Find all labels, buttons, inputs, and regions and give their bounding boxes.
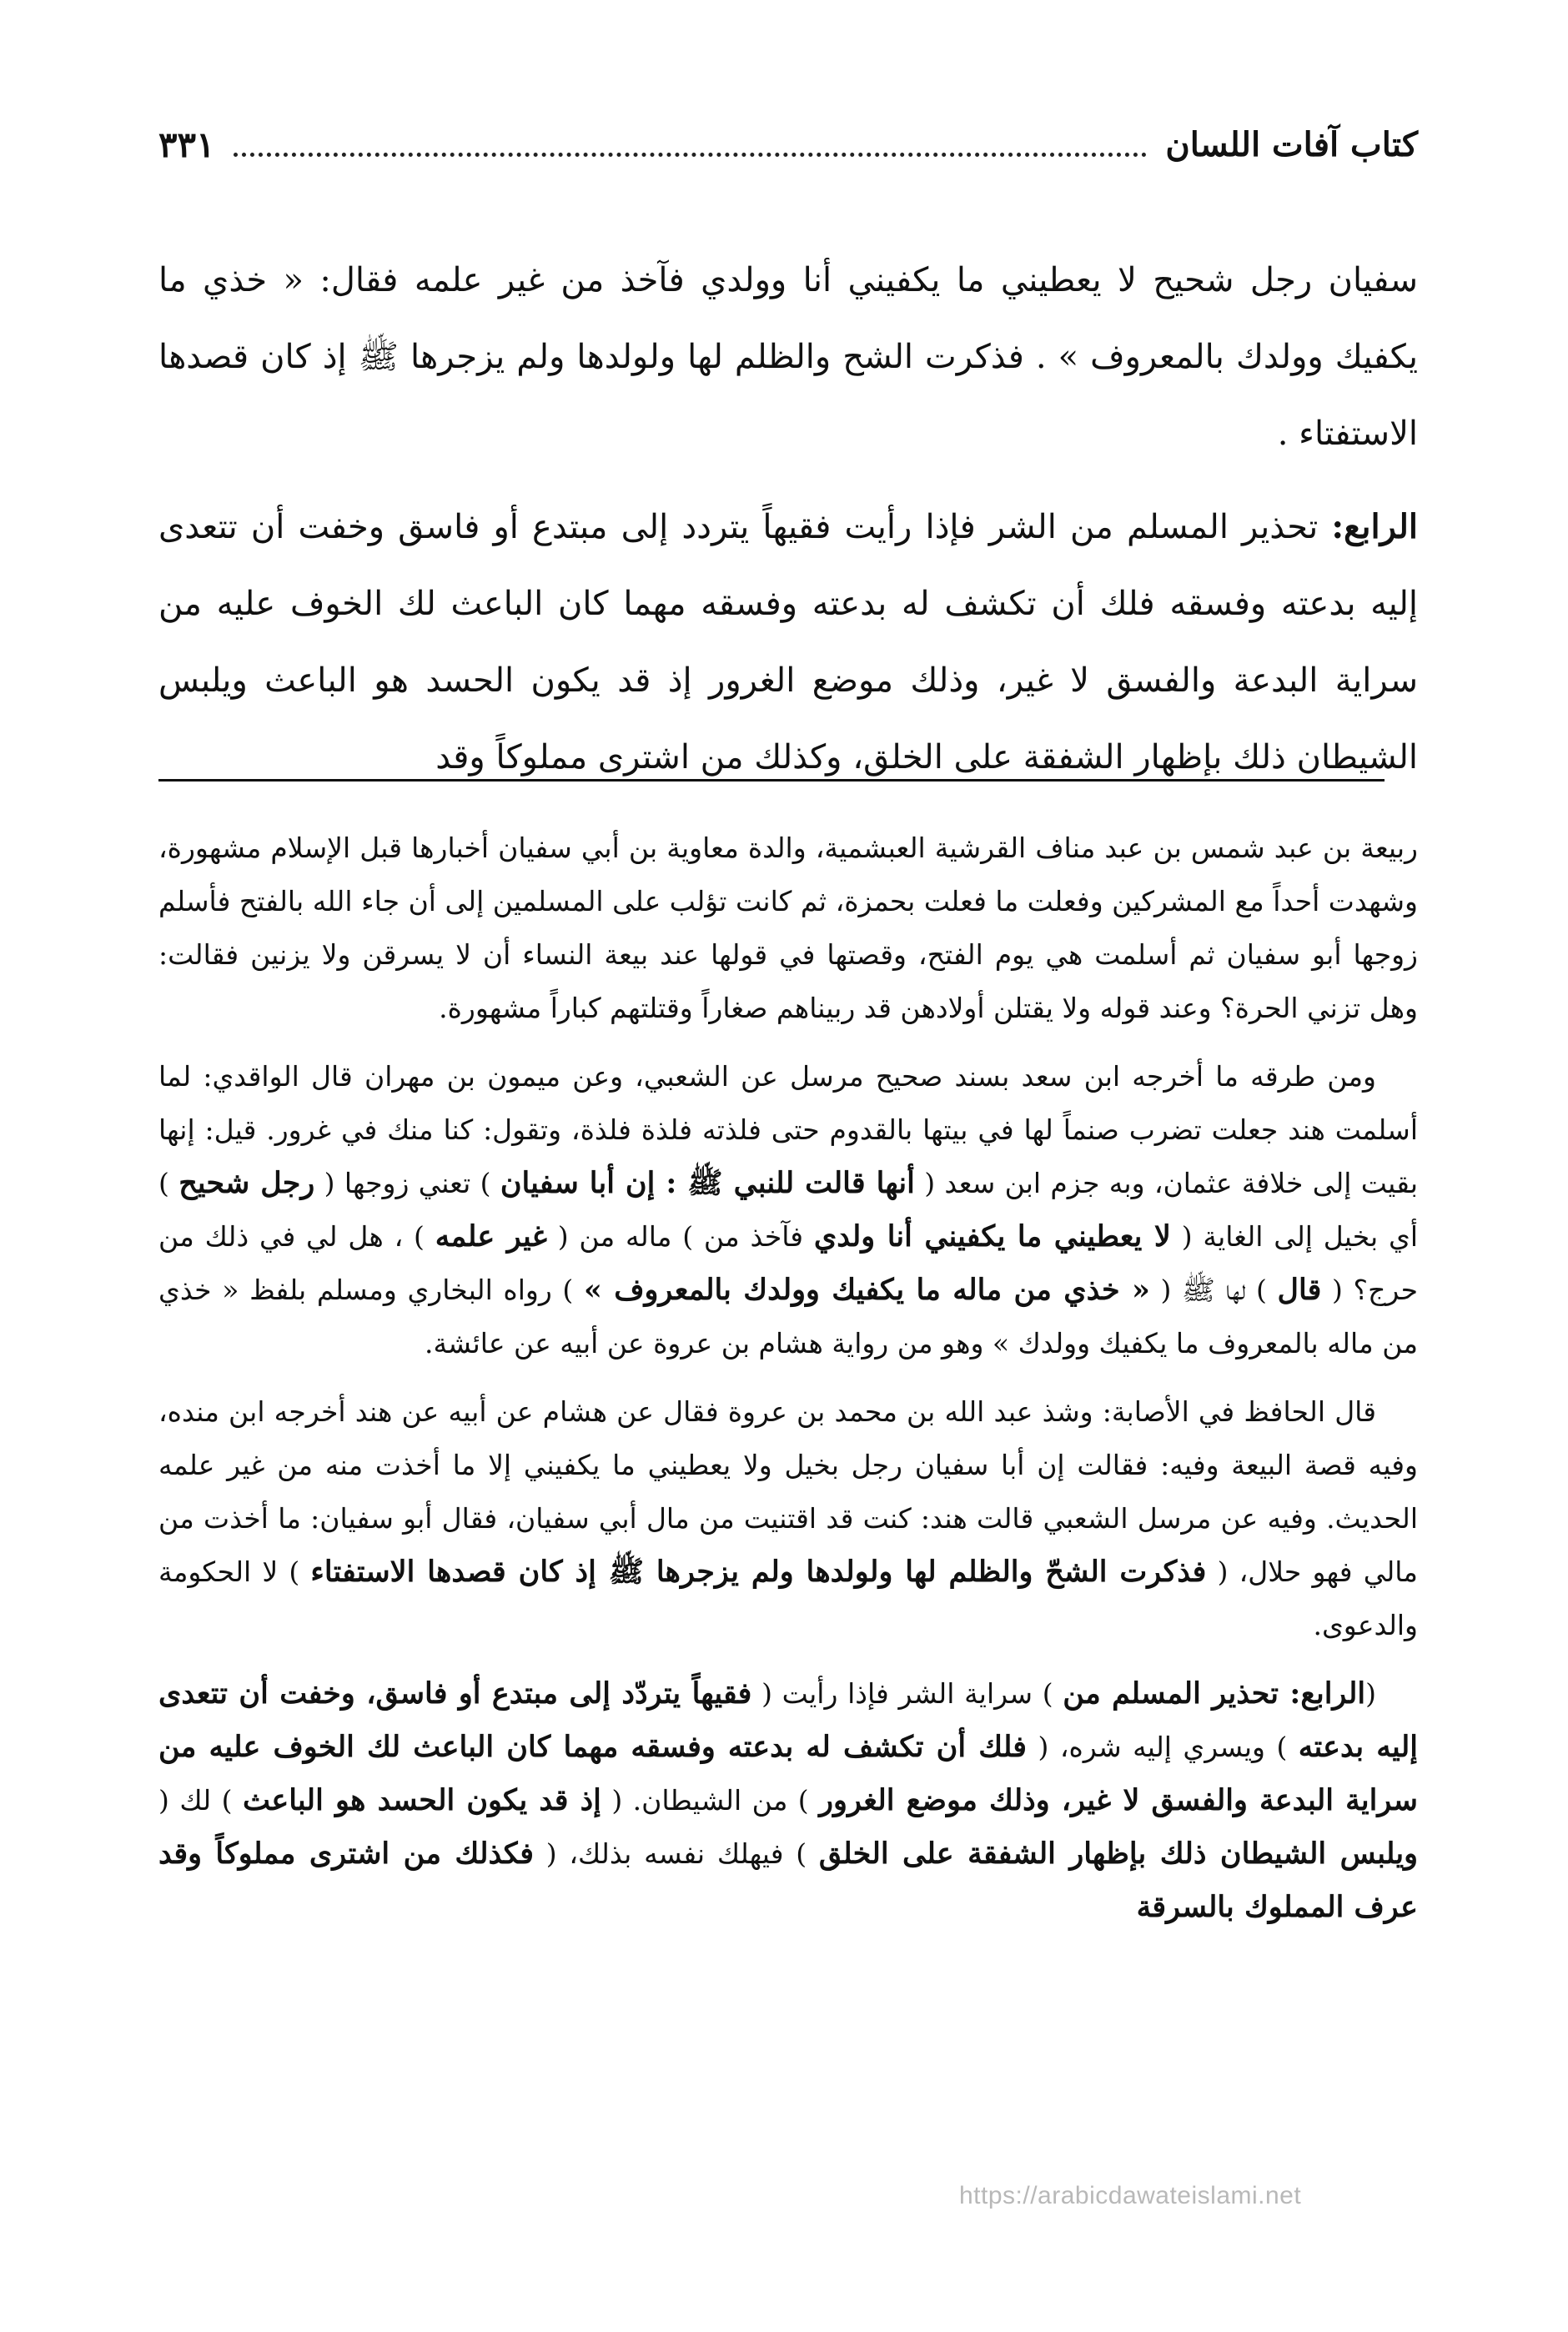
footnotes — [158, 822, 1418, 1934]
book-title: كتاب آفات اللسان — [1165, 124, 1418, 164]
main-text — [158, 242, 1418, 796]
quoted-text: فلك أن تكشف له بدعته وفسقه مهما كان الباعث لك الخوف عليه من سراية البدعة والفسق لا غير، وذلك موضع الغرور — [158, 1730, 1418, 1817]
footnote-paragraph: قال الحافظ في الأصابة: وشذ عبد الله بن محمد بن عروة فقال عن هشام عن أبيه عن هند أخرجه ابن منده، وفيه قصة البيعة وفيه: فقالت إن أبا سفيان رجل بخيل ولا يعطيني ما يكفيني إلا ما أخذت منه من غير علمه الحديث. وفيه عن مرسل الشعبي قالت هند: كنت قد اقتنيت من مال أبي سفيان، فقال أبو سفيان: ما أخذت من مالي فهو حلال، ( فذكرت الشحّ والظلم لها ولولدها ولم يزجرها ﷺ إذ كان قصدها الاستفتاء ) لا الحكومة والدعوى. — [158, 1395, 1418, 1641]
footnote-paragraph: ومن طرقه ما أخرجه ابن سعد بسند صحيح مرسل عن الشعبي، وعن ميمون بن مهران قال الواقدي: لما أسلمت هند جعلت تضرب صنماً لها في بيتها بالقدوم حتى فلذته فلذة فلذة، وتقول: كنا منك في غرور. قيل: إنها بقيت إلى خلافة عثمان، وبه جزم ابن سعد ( أنها قالت للنبي ﷺ : إن أبا سفيان ) تعني زوجها ( رجل شحيح ) أي بخيل إلى الغاية ( لا يعطيني ما يكفيني أنا ولدي فآخذ من ) ماله من ( غير علمه ) ، هل لي في ذلك من حرج؟ ( قال ) لها ﷺ ( « خذي من ماله ما يكفيك وولدك بالمعروف » ) رواه البخاري ومسلم بلفظ « خذي من ماله بالمعروف ما يكفيك وولدك » وهو من رواية هشام بن عروة عن أبيه عن عائشة. — [158, 1060, 1419, 1359]
watermark-url: https://arabicdawateislami.net — [959, 2182, 1302, 2209]
quoted-text: ويلبس الشيطان ذلك بإظهار الشفقة على الخلق — [818, 1837, 1418, 1871]
main-paragraph: الرابع: تحذير المسلم من الشر فإذا رأيت فقيهاً يتردد إلى مبتدع أو فاسق وخفت أن تتعدى إليه بدعته وفسقه فلك أن تكشف له بدعته وفسقه مهما كان الباعث لك الخوف عليه من سراية البدعة والفسق لا غير، وذلك موضع الغرور إذ قد يكون الحسد هو الباعث ويلبس الشيطان ذلك بإظهار الشفقة على الخلق، وكذلك من اشترى مملوكاً وقد — [158, 507, 1418, 776]
quoted-text: فذكرت الشحّ والظلم لها ولولدها ولم يزجرها ﷺ إذ كان قصدها الاستفتاء — [310, 1555, 1207, 1589]
page-header — [158, 115, 1418, 173]
quoted-text: « خذي من ماله ما يكفيك وولدك بالمعروف » — [583, 1273, 1150, 1307]
quoted-text: أنها قالت للنبي ﷺ : إن أبا سفيان — [500, 1166, 915, 1200]
footnote-paragraph: ربيعة بن عبد شمس بن عبد مناف القرشية العبشمية، والدة معاوية بن أبي سفيان أخبارها قبل الإسلام مشهورة، وشهدت أحداً مع المشركين وفعلت ما فعلت بحمزة، ثم كانت تؤلب على المسلمين إلى أن جاء الله بالفتح فأسلم زوجها أبو سفيان ثم أسلمت هي يوم الفتح، وقصتها في قولها عند بيعة النساء أن لا يسرقن ولا يزنين فقالت: وهل تزني الحرة؟ وعند قوله ولا يقتلن أولادهن قد ربيناهم صغاراً وقتلتهم كباراً مشهورة. — [158, 832, 1418, 1024]
quoted-text: فكذلك من اشترى مملوكاً وقد عرف المملوك بالسرقة — [158, 1837, 1418, 1924]
footnote-separator — [158, 779, 1385, 782]
quoted-text: إذ قد يكون الحسد هو الباعث — [242, 1783, 601, 1817]
quoted-text: قال — [1277, 1273, 1322, 1307]
page-number: ٣٣١ — [158, 123, 215, 165]
footnote-paragraph: (الرابع: تحذير المسلم من ) سراية الشر فإذا رأيت ( فقيهاً يتردّد إلى مبتدع أو فاسق، وخفت أن تتعدى إليه بدعته ) ويسري إليه شره، ( فلك أن تكشف له بدعته وفسقه مهما كان الباعث لك الخوف عليه من سراية البدعة والفسق لا غير، وذلك موضع الغرور ) من الشيطان. ( إذ قد يكون الحسد هو الباعث ) لك ( ويلبس الشيطان ذلك بإظهار الشفقة على الخلق ) فيهلك نفسه بذلك، ( فكذلك من اشترى مملوكاً وقد عرف المملوك بالسرقة — [158, 1676, 1418, 1924]
quoted-text: لا يعطيني ما يكفيني أنا ولدي — [813, 1219, 1171, 1254]
quoted-text: فقيهاً يتردّد إلى مبتدع أو فاسق، وخفت أن تتعدى إليه بدعته — [158, 1676, 1418, 1764]
quoted-text: الرابع: تحذير المسلم من — [1063, 1676, 1366, 1711]
header-dot-leader — [234, 153, 1148, 157]
quoted-text: غير علمه — [435, 1219, 547, 1254]
quoted-text: رجل شحيح — [178, 1166, 315, 1200]
document-page — [158, 0, 1418, 2332]
section-lead: الرابع: — [1331, 507, 1418, 546]
main-paragraph: سفيان رجل شحيح لا يعطيني ما يكفيني أنا وولدي فآخذ من غير علمه فقال: « خذي ما يكفيك وولدك بالمعروف » . فذكرت الشح والظلم لها ولولدها ولم يزجرها ﷺ إذ كان قصدها الاستفتاء . — [158, 261, 1418, 453]
